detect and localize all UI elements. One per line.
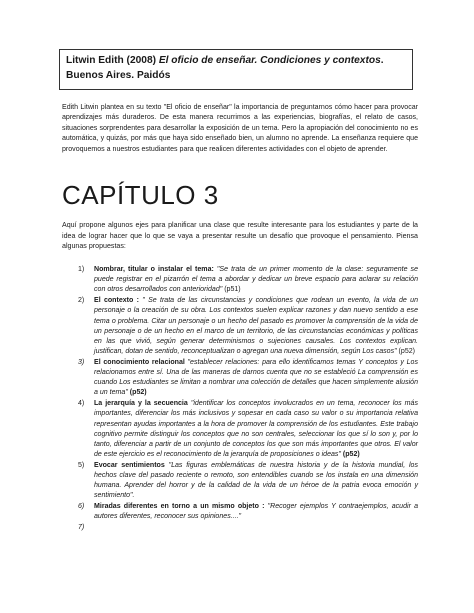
item-heading: Miradas diferentes en torno a un mismo objeto : [94,503,268,511]
item-number: 1) [78,266,85,273]
item-number: 5) [78,461,85,469]
item-body: " Se trata de las circunstancias y condiciones que rodean un evento, la vida de un personaje o la creación de su obra. Los contextos suelen explicar razones y dan nuevo sentido a ese tema o problema. Citar un personaje o un hecho del pasado es promover la comprensión de la vida de un personaje o de un hecho en el marco de un territorio, de las circunstancias económicas y políticas en las que vivió, según generar determinismos o sujeciones causales. Los contextos explican. justifican, dotan de sentido, reconceptualizan o agregan una nueva dimensión, según Los casos" [94,297,418,356]
list-item [62,461,418,502]
reference-title: El oficio de enseñar. Condiciones y contextos [158,55,381,66]
proposals-list [62,265,419,532]
item-body: "establecer relaciones: para ello identificamos temas Y conceptos y Los relacionamos entre sí. Una de las maneras de darnos cuenta que no se estableció La comprensión es cuando Los estudiantes se limitan a nombrar una colección de detalles que hacen simplemente alusión a un tema" [94,358,418,397]
reference-author: Litwin Edith (2008) [66,55,159,66]
item-body: "identificar los conceptos involucrados en un tema, reconocer los más importantes, diferenciar los más inclusivos y sopesar en cada caso su valor o su importancia relativa representan ayudas importantes a la hora de promover la comprensión de los estudiantes. Este trabajo cognitivo permite distinguir los conceptos que no son centrales, seleccionar los que sí lo son y, por lo tanto, diferenciar a partir de un conjunto de conceptos los que son más importantes que otros. El valor de este ejercicio es el reconocimiento de la jerarquía de proposiciones o ideas" [94,400,418,459]
item-number: 3) [78,358,85,366]
item-page-ref: (p52) [396,348,416,356]
item-heading: Nombrar, titular o instalar el tema: [94,266,217,273]
list-item [62,296,418,357]
item-page-ref: (p51) [222,286,241,294]
item-number: 4) [78,400,85,408]
item-number: 6) [78,503,85,511]
item-heading: El contexto : [94,297,143,305]
list-item [62,265,418,296]
item-page-ref: (p52) [340,451,360,459]
bibliographic-reference [59,49,413,90]
item-body: "Las figuras emblemáticas de nuestra historia y de la historia mundial, los hechos clave del pasado reciente o remoto, son entendibles cuando se los instala en una dimensión humana. Aprender del horror y de la calidad de la vida de un héroe de la patria evoca emoción y sentimiento". [94,461,419,500]
item-page-ref: (p52) [127,389,147,397]
list-item [62,502,418,522]
item-number: 7) [78,524,85,532]
reference-publisher: . Buenos Aires. Paidós [66,55,384,81]
list-item [62,358,418,399]
item-body: "Recoger ejemplos Y contraejemplos, acudir a autores diferentes, reconocer sus opiniones...." [94,503,418,521]
item-body: "Se trata de un primer momento de la clase: seguramente se puede registrar en el pizarrón el tema a abordar y dedicar un breve espacio para aclarar su relación con otros desarrollados con anterioridad" [94,266,418,294]
item-heading: El conocimiento relacional [94,358,188,366]
chapter-intro: Aquí propone algunos ejes para planificar una clase que resulte interesante para los estudiantes y parte de la idea de lograr hacer que lo que se vaya a presentar resulte un desafío que provoque el pensamiento. Piensa algunas propuestas: [62,221,418,251]
item-number: 2) [78,297,85,305]
item-heading: Evocar sentimientos [94,461,169,469]
chapter-title: CAPÍTULO 3 [62,180,219,210]
item-heading: La jerarquía y la secuencia [94,400,191,408]
list-item [62,399,418,460]
intro-paragraph: Edith Litwin plantea en su texto "El oficio de enseñar" la importancia de preguntarnos cómo hacer para provocar aprendizajes más duraderos. De esta manera recurrimos a las experiencias, biografías, el relato de casos, situaciones sorprendentes para desarrollar la exposición de un tema. Pero la apropiación del conocimiento no es automática, y quizás, por más que haya sido enseñado bien, un alumno no aprende. La enseñanza requiere que provoquemos a nuestros estudiantes para que realicen diferentes actividades con el objeto de aprender. [62,104,418,153]
